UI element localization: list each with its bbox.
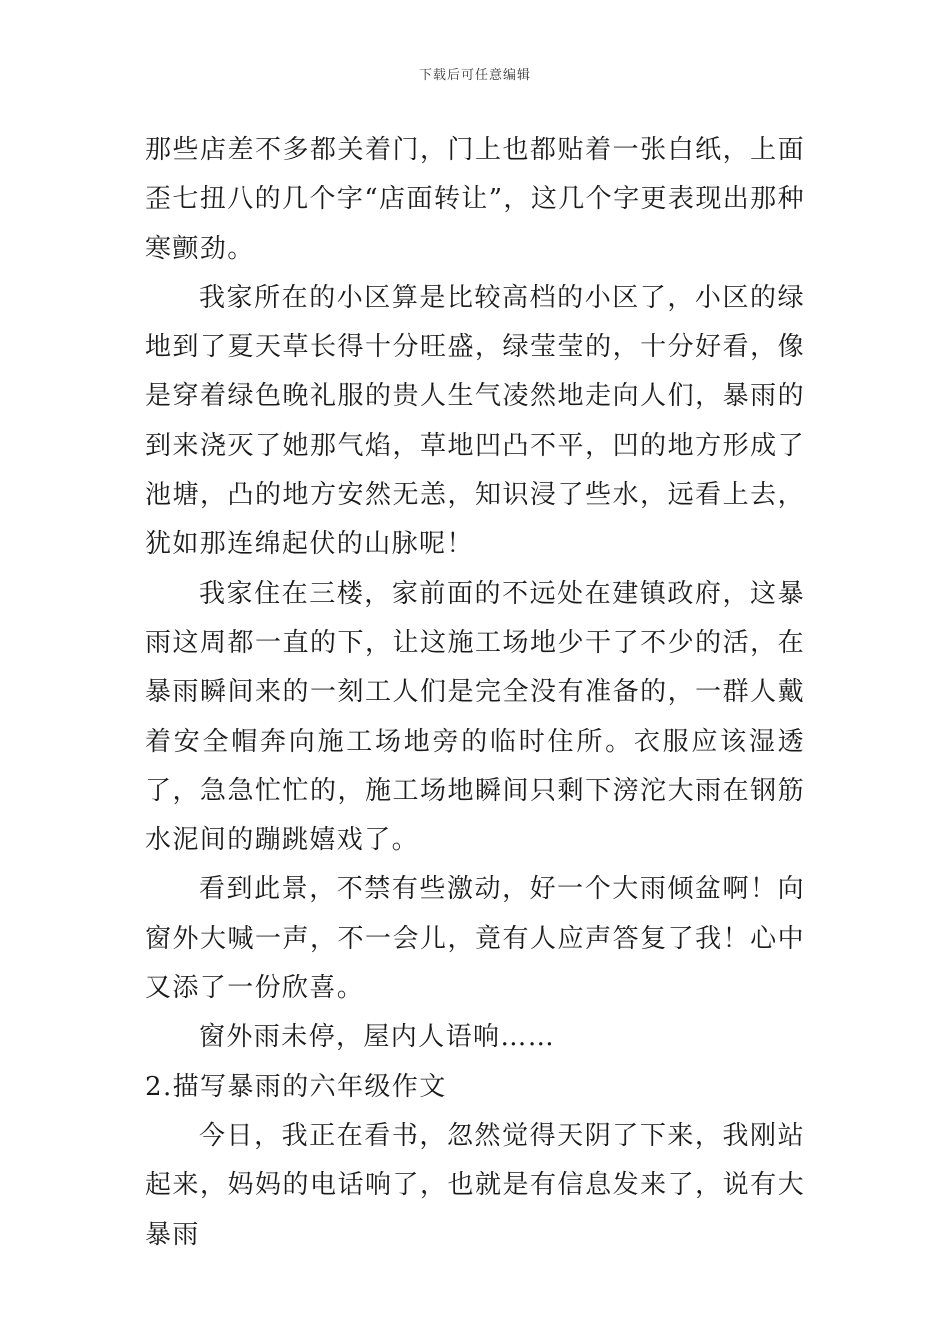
paragraph-rain-continues: 窗外雨未停，屋内人语响…… — [199, 1022, 556, 1053]
paragraph-section-start: 今日，我正在看书，忽然觉得天阴了下来，我刚站起来，妈妈的电话响了，也就是有信息发来了，说有大暴雨 — [145, 1120, 805, 1250]
paragraph-shout-window: 看到此景，不禁有些激动，好一个大雨倾盆啊！向窗外大喊一声，不一会儿，竟有人应声答复了我！心中又添了一份欣喜。 — [145, 874, 805, 1004]
paragraph-construction-site: 我家住在三楼，家前面的不远处在建镇政府，这暴雨这周都一直的下，让这施工场地少干了不少的活，在暴雨瞬间来的一刻工人们是完全没有准备的，一群人戴着安全帽奔向施工场地旁的临时住所。衣服应该湿透了，急急忙忙的，施工场地瞬间只剩下滂沱大雨在钢筋水泥间的蹦跳嬉戏了。 — [145, 578, 805, 856]
paragraph-community-lawn: 我家所在的小区算是比较高档的小区了，小区的绿地到了夏天草长得十分旺盛，绿莹莹的，十分好看，像是穿着绿色晚礼服的贵人生气凌然地走向人们，暴雨的到来浇灭了她那气焰，草地凹凸不平，凹的地方形成了池塘，凸的地方安然无恙，知识浸了些水，远看上去，犹如那连绵起伏的山脉呢！ — [145, 282, 805, 560]
paragraph-continuation: 那些店差不多都关着门，门上也都贴着一张白纸，上面歪七扭八的几个字“店面转让”，这几个字更表现出那种寒颤劲。 — [145, 135, 805, 264]
header-note: 下载后可任意编辑 — [418, 68, 531, 83]
document-body — [145, 126, 805, 1260]
section-heading: 2.描写暴雨的六年级作文 — [145, 1071, 447, 1102]
